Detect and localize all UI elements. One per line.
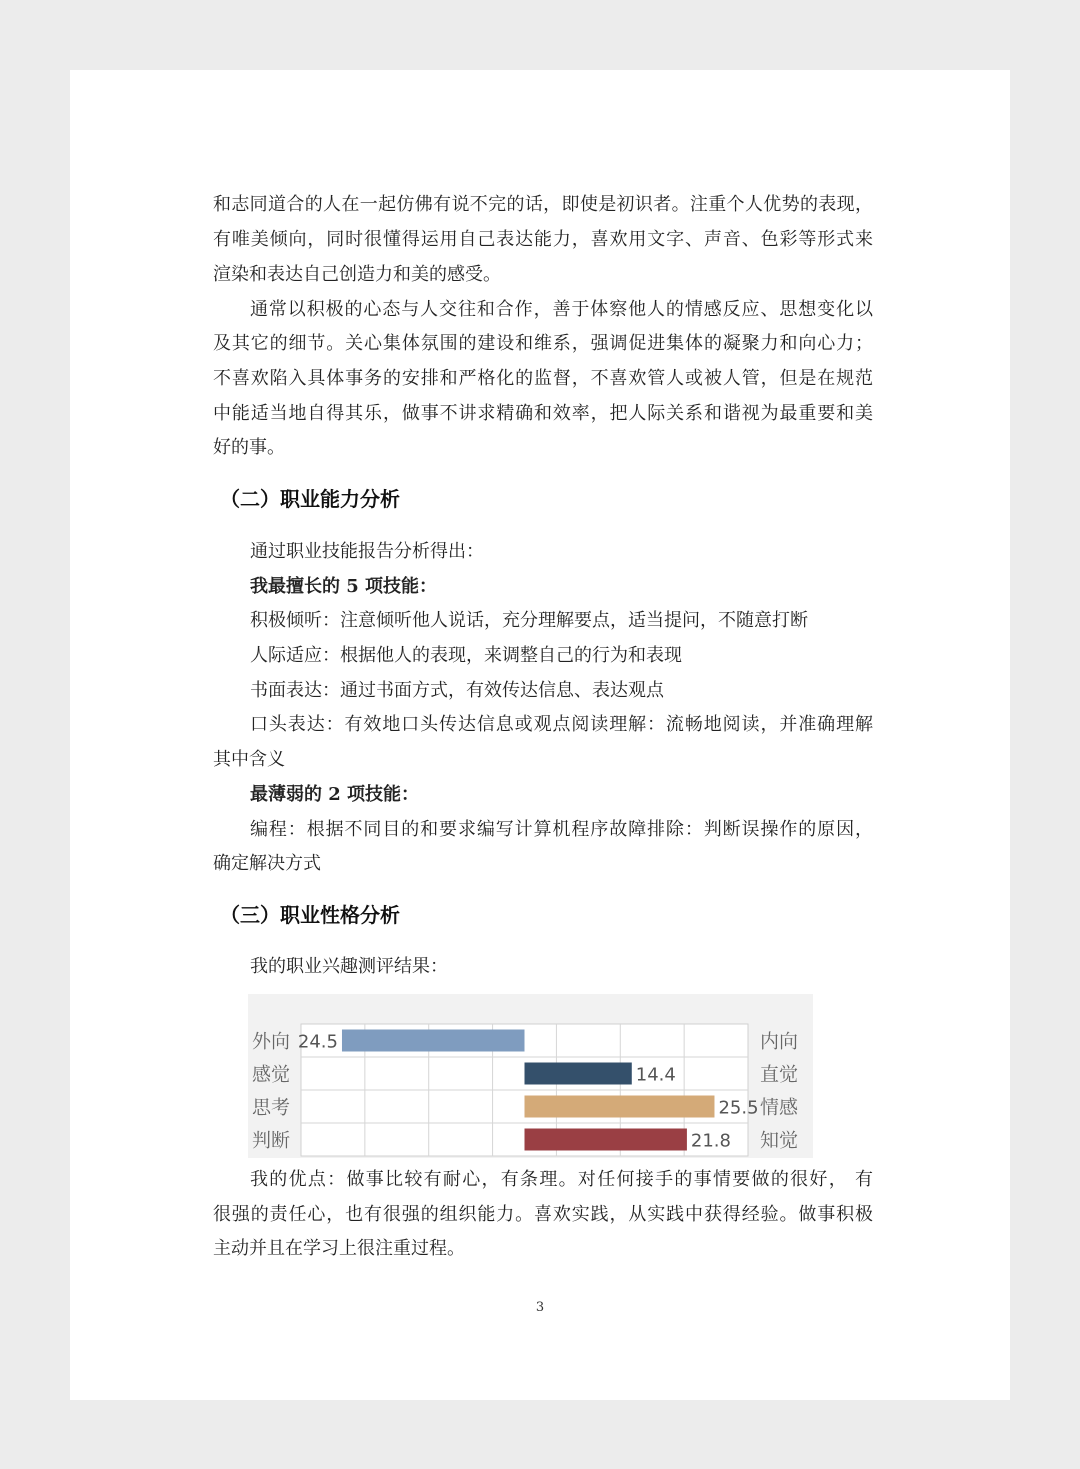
data-label: 25.5 [718, 1097, 759, 1119]
page-number: 3 [535, 1300, 545, 1315]
skill-item: 书面表达：通过书面方式，有效传达信息、表达观点 [250, 680, 664, 701]
weak-skills-title: 最薄弱的 2 项技能： [250, 784, 420, 805]
bar [525, 1096, 715, 1118]
data-label: 21.8 [690, 1130, 731, 1152]
category-label-left: 思考 [252, 1096, 291, 1119]
bar [525, 1063, 632, 1085]
paragraph-line: 我的优点：做事比较有耐心，有条理。对任何接手的事情要做的很好， 有 [250, 1169, 873, 1190]
bar [342, 1030, 525, 1052]
paragraph-line: 有唯美倾向，同时很懂得运用自己表达能力，喜欢用文字、声音、色彩等形式来 [213, 229, 873, 250]
document-page [70, 70, 1010, 1400]
skill-item: 其中含义 [213, 749, 285, 770]
paragraph-line: 及其它的细节。关心集体氛围的建设和维系，强调促进集体的凝聚力和向心力； [213, 333, 873, 354]
data-label: 14.4 [635, 1064, 676, 1086]
skill-item: 口头表达：有效地口头传达信息或观点阅读理解：流畅地阅读，并准确理解 [250, 714, 873, 735]
chart-canvas [248, 994, 813, 1158]
paragraph-line: 中能适当地自得其乐，做事不讲求精确和效率，把人际关系和谐视为最重要和美 [213, 403, 873, 424]
best-skills-title: 我最擅长的 5 项技能： [250, 576, 438, 597]
skill-item: 人际适应：根据他人的表现，来调整自己的行为和表现 [250, 645, 682, 666]
data-label: 24.5 [297, 1031, 338, 1053]
paragraph-line: 通常以积极的心态与人交往和合作，善于体察他人的情感反应、思想变化以 [250, 299, 873, 320]
section-heading: （三）职业性格分析 [220, 903, 400, 927]
category-label-left: 外向 [252, 1030, 291, 1053]
category-label-right: 情感 [760, 1096, 799, 1119]
category-label-left: 判断 [252, 1129, 291, 1152]
paragraph-line: 和志同道合的人在一起仿佛有说不完的话，即使是初识者。注重个人优势的表现， [213, 194, 873, 215]
category-label-right: 直觉 [760, 1063, 799, 1086]
personality-chart [248, 994, 813, 1158]
section-intro: 通过职业技能报告分析得出： [250, 541, 484, 562]
category-label-right: 知觉 [760, 1129, 799, 1152]
paragraph-line: 主动并且在学习上很注重过程。 [213, 1238, 465, 1259]
paragraph-line: 很强的责任心，也有很强的组织能力。喜欢实践，从实践中获得经验。做事积极 [213, 1204, 873, 1225]
category-label-left: 感觉 [252, 1063, 291, 1086]
section-heading: （二）职业能力分析 [220, 487, 400, 511]
paragraph-line: 渲染和表达自己创造力和美的感受。 [213, 264, 501, 285]
bar [525, 1129, 687, 1151]
section-intro: 我的职业兴趣测评结果： [250, 956, 448, 977]
paragraph-line: 不喜欢陷入具体事务的安排和严格化的监督，不喜欢管人或被人管，但是在规范 [213, 368, 873, 389]
skill-item: 积极倾听：注意倾听他人说话，充分理解要点，适当提问，不随意打断 [250, 610, 808, 631]
paragraph-line: 好的事。 [213, 437, 285, 458]
skill-item: 编程：根据不同目的和要求编写计算机程序故障排除：判断误操作的原因， [250, 819, 873, 840]
category-label-right: 内向 [760, 1030, 799, 1053]
skill-item: 确定解决方式 [213, 853, 321, 874]
